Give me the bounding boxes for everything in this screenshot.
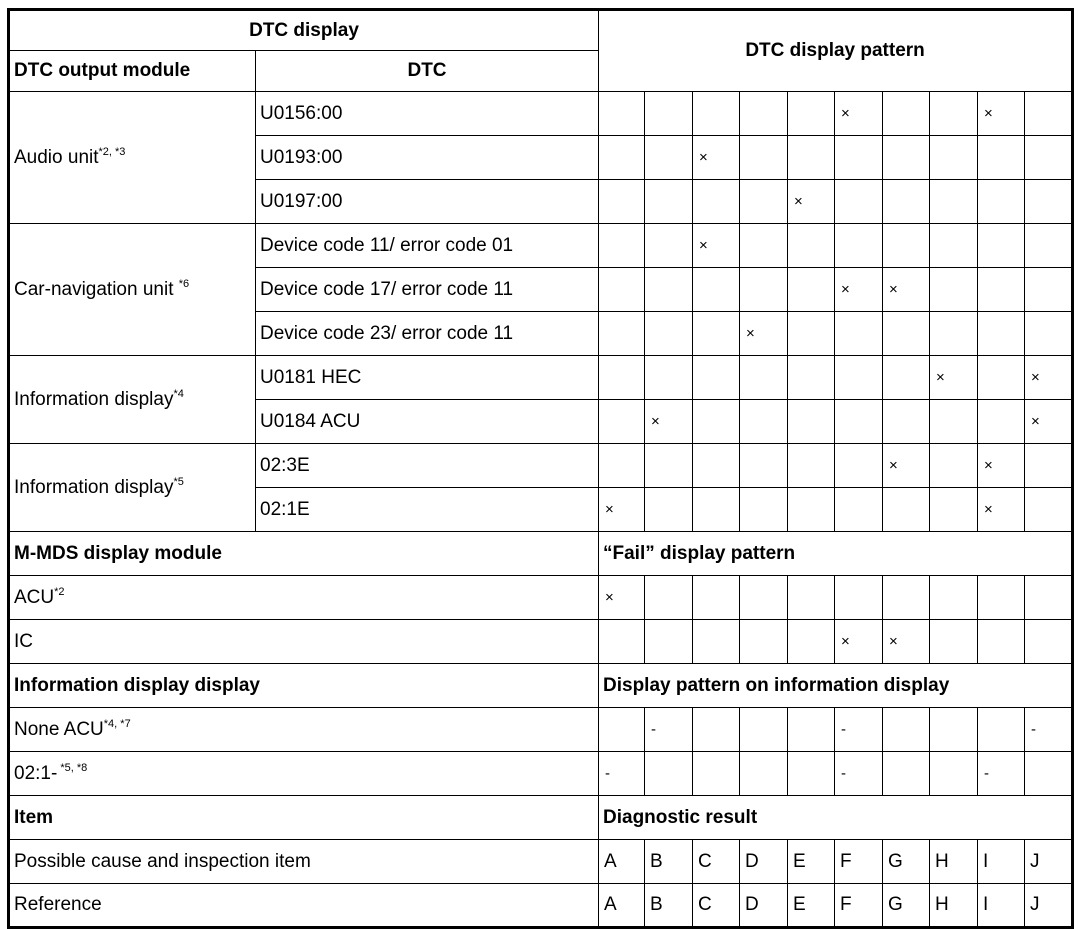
label-text: Information display xyxy=(14,388,174,410)
pattern-cell xyxy=(599,400,645,444)
pattern-cell xyxy=(930,752,978,796)
pattern-cell xyxy=(645,312,693,356)
table-row xyxy=(9,92,1073,136)
pattern-cell xyxy=(645,180,693,224)
pattern-cell xyxy=(645,444,693,488)
pattern-cell: × xyxy=(1025,356,1073,400)
pattern-cell xyxy=(740,224,788,268)
result-letter-cell: G xyxy=(883,840,930,884)
pattern-cell: - xyxy=(1025,708,1073,752)
pattern-cell xyxy=(835,488,883,532)
pattern-cell xyxy=(930,92,978,136)
pattern-cell xyxy=(693,752,740,796)
result-letter-cell: G xyxy=(883,884,930,928)
info-display-header: Information display display xyxy=(9,664,599,708)
info-display-label-cell xyxy=(9,708,599,752)
pattern-cell xyxy=(883,180,930,224)
pattern-cell: × xyxy=(1025,400,1073,444)
pattern-cell xyxy=(740,136,788,180)
result-letter-cell: A xyxy=(599,840,645,884)
pattern-cell xyxy=(835,444,883,488)
table-row xyxy=(9,884,1073,928)
fail-pattern-header: “Fail” display pattern xyxy=(599,532,1073,576)
table-row xyxy=(9,444,1073,488)
pattern-cell: - xyxy=(835,708,883,752)
pattern-cell xyxy=(788,268,835,312)
result-letter-cell: H xyxy=(930,840,978,884)
result-letter-cell: F xyxy=(835,840,883,884)
pattern-cell xyxy=(978,356,1025,400)
result-letter-cell: D xyxy=(740,840,788,884)
pattern-cell xyxy=(835,400,883,444)
dtc-code-cell: U0156:00 xyxy=(256,92,599,136)
module-cell xyxy=(9,444,256,532)
table-row xyxy=(9,356,1073,400)
pattern-cell xyxy=(645,488,693,532)
pattern-cell xyxy=(883,356,930,400)
table-row xyxy=(9,840,1073,884)
pattern-cell xyxy=(883,488,930,532)
pattern-cell xyxy=(978,312,1025,356)
pattern-cell xyxy=(883,576,930,620)
label-text: Car-navigation unit xyxy=(14,278,179,300)
pattern-cell xyxy=(1025,224,1073,268)
table-body xyxy=(9,10,1073,928)
pattern-cell xyxy=(788,752,835,796)
pattern-cell xyxy=(978,620,1025,664)
diagnostic-result-header: Diagnostic result xyxy=(599,796,1073,840)
result-letter-cell: A xyxy=(599,884,645,928)
pattern-cell xyxy=(930,312,978,356)
pattern-cell: × xyxy=(599,488,645,532)
dtc-code-cell: 02:3E xyxy=(256,444,599,488)
pattern-cell xyxy=(883,400,930,444)
result-letter-cell: H xyxy=(930,884,978,928)
pattern-cell xyxy=(788,224,835,268)
info-display-pattern-header: Display pattern on information display xyxy=(599,664,1073,708)
result-letter-cell: I xyxy=(978,884,1025,928)
pattern-cell: × xyxy=(599,576,645,620)
pattern-cell xyxy=(930,224,978,268)
pattern-cell xyxy=(930,488,978,532)
pattern-cell xyxy=(788,488,835,532)
label-text: Audio unit xyxy=(14,146,99,168)
pattern-cell: - xyxy=(599,752,645,796)
pattern-cell: × xyxy=(978,488,1025,532)
footnote-ref: *5 xyxy=(173,475,184,488)
pattern-cell xyxy=(978,576,1025,620)
pattern-cell xyxy=(693,312,740,356)
pattern-cell xyxy=(930,444,978,488)
pattern-cell xyxy=(599,444,645,488)
pattern-cell xyxy=(930,400,978,444)
footnote-ref: *4 xyxy=(173,387,184,400)
pattern-cell xyxy=(788,576,835,620)
pattern-cell xyxy=(978,708,1025,752)
result-letter-cell: B xyxy=(645,840,693,884)
pattern-cell xyxy=(835,136,883,180)
pattern-cell xyxy=(930,620,978,664)
pattern-cell xyxy=(1025,136,1073,180)
pattern-cell xyxy=(788,400,835,444)
mmds-label-cell xyxy=(9,620,599,664)
module-cell xyxy=(9,92,256,224)
footnote-ref: *4, *7 xyxy=(103,717,131,730)
pattern-cell xyxy=(740,400,788,444)
pattern-cell: - xyxy=(978,752,1025,796)
pattern-cell xyxy=(599,356,645,400)
dtc-code-cell: Device code 23/ error code 11 xyxy=(256,312,599,356)
dtc-code-cell: U0181 HEC xyxy=(256,356,599,400)
section-header-row xyxy=(9,796,1073,840)
pattern-cell xyxy=(599,312,645,356)
pattern-cell xyxy=(883,708,930,752)
pattern-cell xyxy=(1025,576,1073,620)
pattern-cell xyxy=(645,356,693,400)
pattern-cell xyxy=(693,356,740,400)
pattern-cell: - xyxy=(835,752,883,796)
section-header-row xyxy=(9,664,1073,708)
info-display-label-cell xyxy=(9,752,599,796)
pattern-cell: × xyxy=(883,620,930,664)
pattern-cell xyxy=(788,136,835,180)
pattern-cell xyxy=(693,268,740,312)
dtc-table xyxy=(7,8,1074,929)
pattern-cell: × xyxy=(883,268,930,312)
pattern-cell xyxy=(693,620,740,664)
pattern-cell xyxy=(788,356,835,400)
pattern-cell xyxy=(978,400,1025,444)
pattern-cell xyxy=(645,136,693,180)
pattern-cell xyxy=(693,92,740,136)
pattern-cell xyxy=(978,224,1025,268)
label-text: Information display xyxy=(14,476,174,498)
table-row xyxy=(9,620,1073,664)
pattern-cell xyxy=(1025,752,1073,796)
pattern-cell xyxy=(1025,268,1073,312)
pattern-cell xyxy=(599,268,645,312)
pattern-cell xyxy=(835,224,883,268)
table-row xyxy=(9,752,1073,796)
pattern-cell xyxy=(978,136,1025,180)
pattern-cell xyxy=(693,180,740,224)
pattern-cell xyxy=(1025,92,1073,136)
pattern-cell: × xyxy=(693,224,740,268)
pattern-cell xyxy=(1025,488,1073,532)
dtc-code-cell: U0193:00 xyxy=(256,136,599,180)
dtc-display-header: DTC display xyxy=(9,10,599,51)
pattern-cell xyxy=(693,708,740,752)
pattern-cell: × xyxy=(740,312,788,356)
pattern-cell xyxy=(930,576,978,620)
result-letter-cell: E xyxy=(788,884,835,928)
pattern-cell xyxy=(1025,620,1073,664)
pattern-cell: × xyxy=(978,444,1025,488)
pattern-cell xyxy=(740,752,788,796)
pattern-cell xyxy=(835,180,883,224)
pattern-cell xyxy=(740,180,788,224)
result-letter-cell: C xyxy=(693,840,740,884)
pattern-cell xyxy=(1025,444,1073,488)
footnote-ref: *5, *8 xyxy=(57,761,88,774)
pattern-cell xyxy=(740,708,788,752)
pattern-cell xyxy=(693,488,740,532)
pattern-cell: - xyxy=(645,708,693,752)
pattern-cell xyxy=(599,180,645,224)
pattern-cell: × xyxy=(835,268,883,312)
dtc-header: DTC xyxy=(256,51,599,92)
pattern-cell xyxy=(599,224,645,268)
pattern-cell: × xyxy=(788,180,835,224)
pattern-cell xyxy=(835,312,883,356)
pattern-cell xyxy=(599,136,645,180)
pattern-cell xyxy=(645,92,693,136)
pattern-cell xyxy=(740,356,788,400)
pattern-cell xyxy=(978,180,1025,224)
label-text: IC xyxy=(14,630,33,652)
pattern-cell: × xyxy=(978,92,1025,136)
pattern-cell xyxy=(740,444,788,488)
pattern-cell: × xyxy=(883,444,930,488)
pattern-cell xyxy=(883,752,930,796)
pattern-cell xyxy=(883,312,930,356)
pattern-cell xyxy=(930,136,978,180)
pattern-cell xyxy=(788,444,835,488)
pattern-cell xyxy=(645,224,693,268)
pattern-cell xyxy=(693,576,740,620)
pattern-cell xyxy=(883,136,930,180)
pattern-cell: × xyxy=(693,136,740,180)
result-letter-cell: E xyxy=(788,840,835,884)
section-header-row xyxy=(9,532,1073,576)
pattern-cell xyxy=(930,180,978,224)
result-letter-cell: J xyxy=(1025,840,1073,884)
result-letter-cell: F xyxy=(835,884,883,928)
pattern-cell: × xyxy=(835,92,883,136)
pattern-cell xyxy=(740,620,788,664)
pattern-cell xyxy=(788,92,835,136)
pattern-cell xyxy=(599,92,645,136)
module-cell xyxy=(9,356,256,444)
pattern-cell xyxy=(599,620,645,664)
dtc-code-cell: Device code 17/ error code 11 xyxy=(256,268,599,312)
dtc-code-cell: U0184 ACU xyxy=(256,400,599,444)
pattern-cell xyxy=(930,268,978,312)
pattern-cell: × xyxy=(930,356,978,400)
pattern-cell: × xyxy=(645,400,693,444)
pattern-cell xyxy=(645,268,693,312)
pattern-cell xyxy=(645,576,693,620)
result-letter-cell: C xyxy=(693,884,740,928)
pattern-cell xyxy=(693,444,740,488)
table-row xyxy=(9,708,1073,752)
pattern-cell xyxy=(835,576,883,620)
pattern-cell xyxy=(835,356,883,400)
footnote-ref: *6 xyxy=(178,277,190,290)
pattern-cell xyxy=(645,620,693,664)
result-letter-cell: J xyxy=(1025,884,1073,928)
pattern-cell xyxy=(740,488,788,532)
pattern-cell xyxy=(693,400,740,444)
pattern-cell xyxy=(1025,180,1073,224)
module-cell xyxy=(9,224,256,356)
pattern-cell xyxy=(978,268,1025,312)
dtc-code-cell: 02:1E xyxy=(256,488,599,532)
pattern-cell xyxy=(930,708,978,752)
footnote-ref: *2 xyxy=(54,585,65,598)
label-text: 02:1- xyxy=(14,762,58,784)
pattern-cell xyxy=(599,708,645,752)
result-letter-cell: D xyxy=(740,884,788,928)
pattern-cell xyxy=(1025,312,1073,356)
pattern-cell xyxy=(788,312,835,356)
pattern-cell xyxy=(740,268,788,312)
pattern-cell xyxy=(740,92,788,136)
table-row xyxy=(9,576,1073,620)
pattern-cell xyxy=(788,708,835,752)
pattern-cell xyxy=(883,224,930,268)
dtc-code-cell: Device code 11/ error code 01 xyxy=(256,224,599,268)
footnote-ref: *2, *3 xyxy=(98,145,126,158)
label-text: None ACU xyxy=(14,718,104,740)
item-label-cell: Possible cause and inspection item xyxy=(9,840,599,884)
pattern-cell xyxy=(645,752,693,796)
pattern-cell xyxy=(788,620,835,664)
result-letter-cell: B xyxy=(645,884,693,928)
label-text: ACU xyxy=(14,586,55,608)
dtc-display-pattern-header: DTC display pattern xyxy=(599,10,1073,92)
item-label-cell: Reference xyxy=(9,884,599,928)
item-header: Item xyxy=(9,796,599,840)
pattern-cell xyxy=(740,576,788,620)
mmds-module-header: M-MDS display module xyxy=(9,532,599,576)
dtc-output-module-header: DTC output module xyxy=(9,51,256,92)
dtc-code-cell: U0197:00 xyxy=(256,180,599,224)
table-row xyxy=(9,224,1073,268)
mmds-label-cell xyxy=(9,576,599,620)
pattern-cell xyxy=(883,92,930,136)
result-letter-cell: I xyxy=(978,840,1025,884)
pattern-cell: × xyxy=(835,620,883,664)
